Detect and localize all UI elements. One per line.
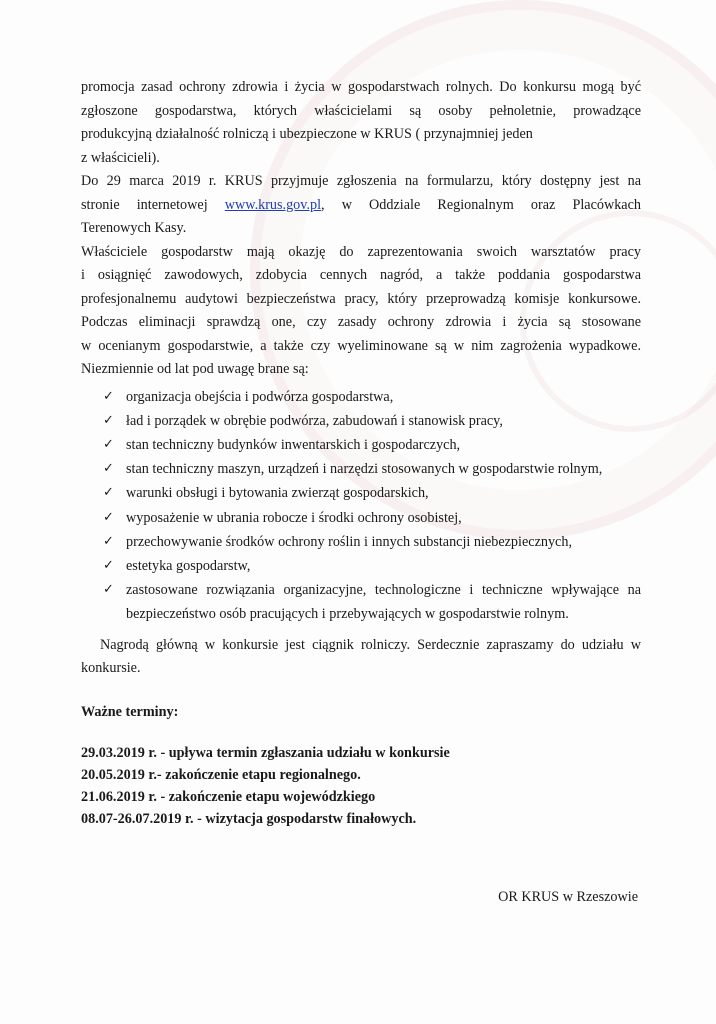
list-item-text-continued: bezpieczeństwo osób pracujących i przebywających w gospodarstwie rolnym. [126, 606, 569, 623]
text-line-with-link [81, 194, 641, 218]
text-line: promocja zasad ochrony zdrowia i życia w gospodarstwach rolnych. Do konkursu mogą być [81, 79, 641, 95]
date-item: 29.03.2019 r. - upływa termin zgłaszania udziału w konkursie [81, 745, 450, 762]
text-line: z właścicieli). [81, 149, 160, 166]
criteria-list [81, 385, 641, 627]
checkmark-icon: ✓ [103, 557, 114, 573]
document-body [81, 76, 641, 830]
checkmark-icon: ✓ [103, 461, 114, 477]
list-item [103, 457, 641, 481]
text-line: konkursie. [81, 660, 141, 677]
text-line: Nagrodą główną w konkursie jest ciągnik rolniczy. Serdecznie zapraszamy do udziału w [100, 636, 641, 653]
paragraph-application [81, 170, 641, 241]
text-line: profesjonalnemu audytowi bezpieczeństwa pracy, który przeprowadzą komisje konkursowe. [81, 290, 641, 307]
list-item [103, 433, 641, 457]
paragraph-competition-description [81, 241, 641, 382]
checkmark-icon: ✓ [103, 485, 114, 501]
list-item-text: przechowywanie środków ochrony roślin i innych substancji niebezpiecznych, [126, 533, 572, 550]
list-item-text: warunki obsługi i bytowania zwierząt gospodarskich, [126, 485, 429, 502]
text-line: Właściciele gospodarstw mają okazję do zaprezentowania swoich warsztatów pracy [81, 243, 641, 260]
important-dates-heading: Ważne terminy: [81, 703, 179, 720]
date-item: 21.06.2019 r. - zakończenie etapu wojewódzkiego [81, 789, 376, 806]
text-line: Niezmiennie od lat pod uwagę brane są: [81, 361, 309, 377]
signature-line: OR KRUS w Rzeszowie [498, 889, 638, 905]
list-item [103, 409, 641, 433]
paragraph-eligibility [81, 76, 641, 170]
list-item-text: estetyka gospodarstw, [126, 557, 251, 574]
list-item-text: organizacja obejścia i podwórza gospodarstwa, [126, 388, 394, 405]
date-item: 20.05.2019 r.- zakończenie etapu regionalnego. [81, 767, 361, 784]
checkmark-icon: ✓ [103, 388, 114, 404]
text-line: Terenowych Kasy. [81, 220, 187, 236]
list-item-text: stan techniczny maszyn, urządzeń i narzędzi stosowanych w gospodarstwie rolnym, [126, 461, 603, 478]
list-item [103, 481, 641, 505]
list-item [103, 578, 641, 626]
list-item-text: wyposażenie w ubrania robocze i środki ochrony osobistej, [126, 509, 462, 526]
checkmark-icon: ✓ [103, 509, 114, 525]
list-item [103, 530, 641, 554]
checkmark-icon: ✓ [103, 412, 114, 428]
text-line: Do 29 marca 2019 r. KRUS przyjmuje zgłoszenia na formularzu, który dostępny jest na [81, 173, 641, 189]
list-item-text: stan techniczny budynków inwentarskich i gospodarczych, [126, 436, 461, 453]
text-line: i osiągnięć zawodowych, zdobycia cennych nagród, a także poddania gospodarstwa [81, 267, 641, 283]
text-line: w ocenianym gospodarstwie, a także czy wyeliminowane są w nim zagrożenia wypadkowe. [81, 337, 641, 354]
checkmark-icon: ✓ [103, 436, 114, 452]
list-item-text: ład i porządek w obrębie podwórza, zabudowań i stanowisk pracy, [126, 412, 503, 429]
list-item [103, 506, 641, 530]
checkmark-icon: ✓ [103, 533, 114, 549]
checkmark-icon: ✓ [103, 582, 114, 598]
text-line: zgłoszone gospodarstwa, których właścicielami są osoby pełnoletnie, prowadzące [81, 102, 641, 119]
text-fragment: , w Oddziale Regionalnym oraz Placówkach [321, 196, 641, 213]
date-item: 08.07-26.07.2019 r. - wizytacja gospodarstw finałowych. [81, 811, 417, 828]
list-item [103, 385, 641, 409]
krus-website-link[interactable]: www.krus.gov.pl [224, 196, 322, 213]
text-line: Podczas eliminacji sprawdzą one, czy zasady ochrony zdrowia i życia są stosowane [81, 314, 641, 330]
paragraph-invitation [81, 634, 641, 681]
list-item-text: zastosowane rozwiązania organizacyjne, technologiczne i techniczne wpływające na [126, 582, 641, 599]
list-item [103, 554, 641, 578]
text-line: produkcyjną działalność rolniczą i ubezpieczone w KRUS ( przynajmniej jeden [81, 126, 533, 142]
important-dates-list [81, 742, 641, 830]
text-fragment: stronie internetowej [81, 196, 225, 213]
